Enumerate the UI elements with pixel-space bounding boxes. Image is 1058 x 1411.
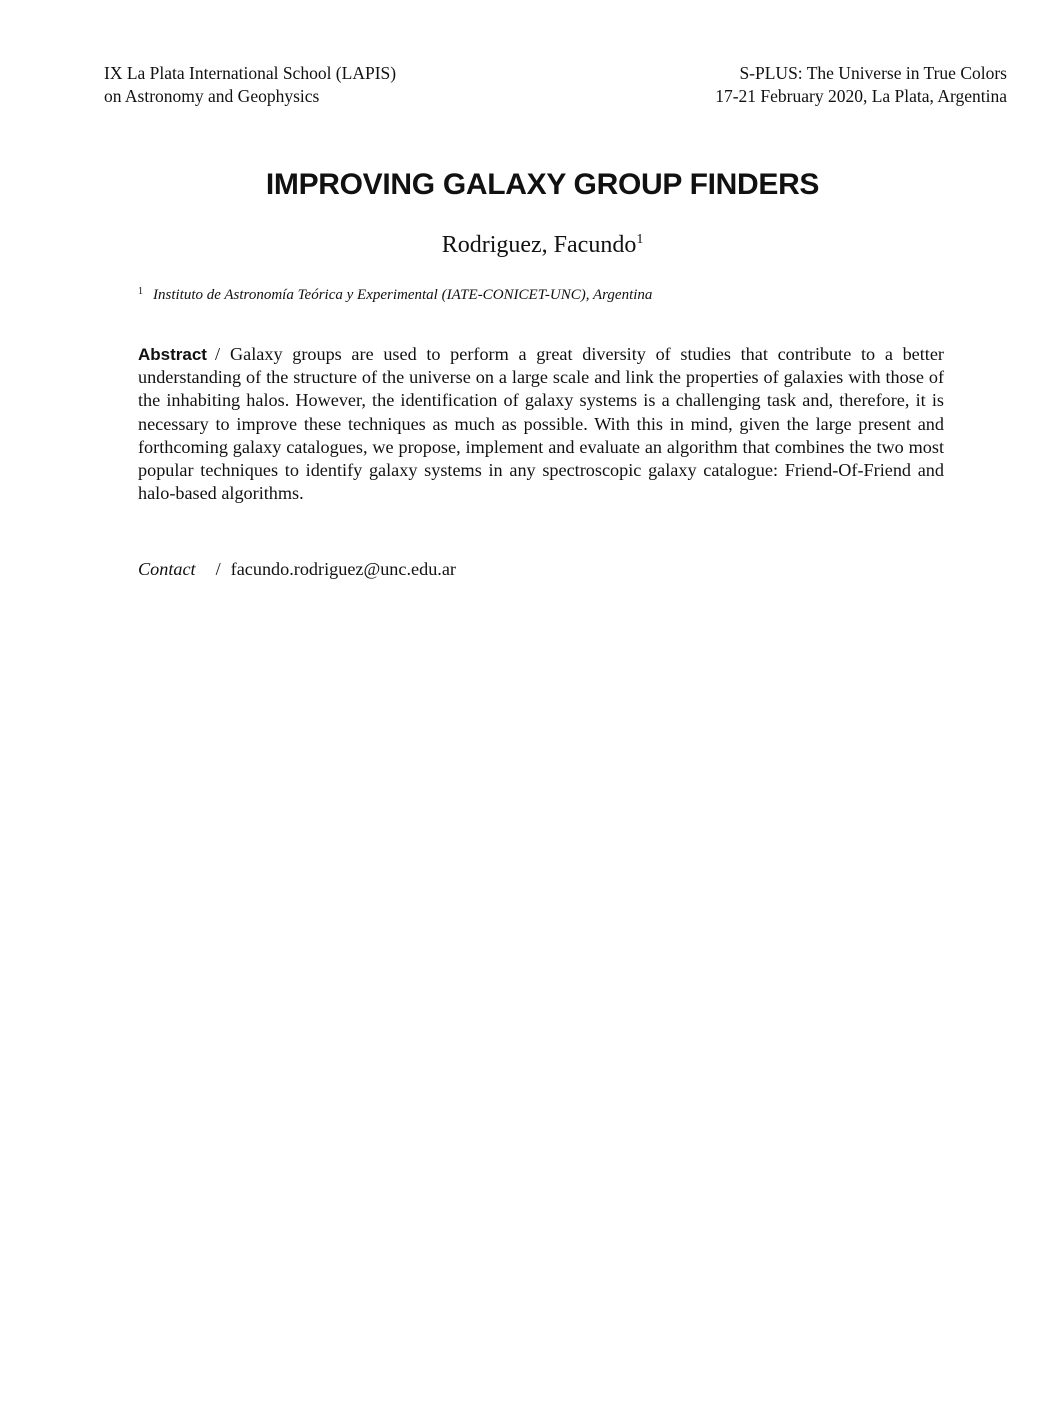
proceedings-date-location: 17-21 February 2020, La Plata, Argentina bbox=[715, 86, 1007, 106]
author-name: Rodriguez, Facundo bbox=[441, 232, 637, 258]
author-line bbox=[0, 232, 1058, 259]
proceedings-header bbox=[715, 62, 1007, 108]
paper-title: IMPROVING GALAXY GROUP FINDERS bbox=[265, 168, 820, 201]
affiliation-mark: 1 bbox=[138, 286, 143, 297]
conference-subtitle: on Astronomy and Geophysics bbox=[104, 86, 320, 106]
contact-line bbox=[138, 559, 456, 580]
proceedings-title: S-PLUS: The Universe in True Colors bbox=[739, 63, 1007, 83]
conference-header bbox=[104, 62, 396, 108]
affiliation bbox=[138, 286, 652, 304]
conference-name: IX La Plata International School (LAPIS) bbox=[104, 63, 397, 83]
author-affiliation-mark: 1 bbox=[636, 232, 644, 247]
contact-separator: / bbox=[215, 559, 221, 579]
contact-label: Contact bbox=[138, 559, 196, 579]
contact-email: facundo.rodriguez@unc.edu.ar bbox=[230, 559, 456, 579]
affiliation-text: Instituto de Astronomía Teórica y Experimental (IATE-CONICET-UNC), Argentina bbox=[153, 287, 653, 303]
abstract-separator: / bbox=[214, 344, 221, 364]
abstract bbox=[138, 343, 944, 505]
abstract-text: Galaxy groups are used to perform a great diversity of studies that contribute to a better understanding of the structure of the universe on a large scale and link the properties of galaxies with those of the inhabiting halos. However, the identification of galaxy systems is a challenging task and, therefore, it is necessary to improve these techniques as much as possible. With this in mind, given the large present and forthcoming galaxy catalogues, we propose, implement and evaluate an algorithm that combines the two most popular techniques to identify galaxy systems in any spectroscopic galaxy catalogue: Friend-Of-Friend and halo-based algorithms. bbox=[138, 344, 944, 504]
abstract-label: Abstract bbox=[138, 345, 207, 364]
